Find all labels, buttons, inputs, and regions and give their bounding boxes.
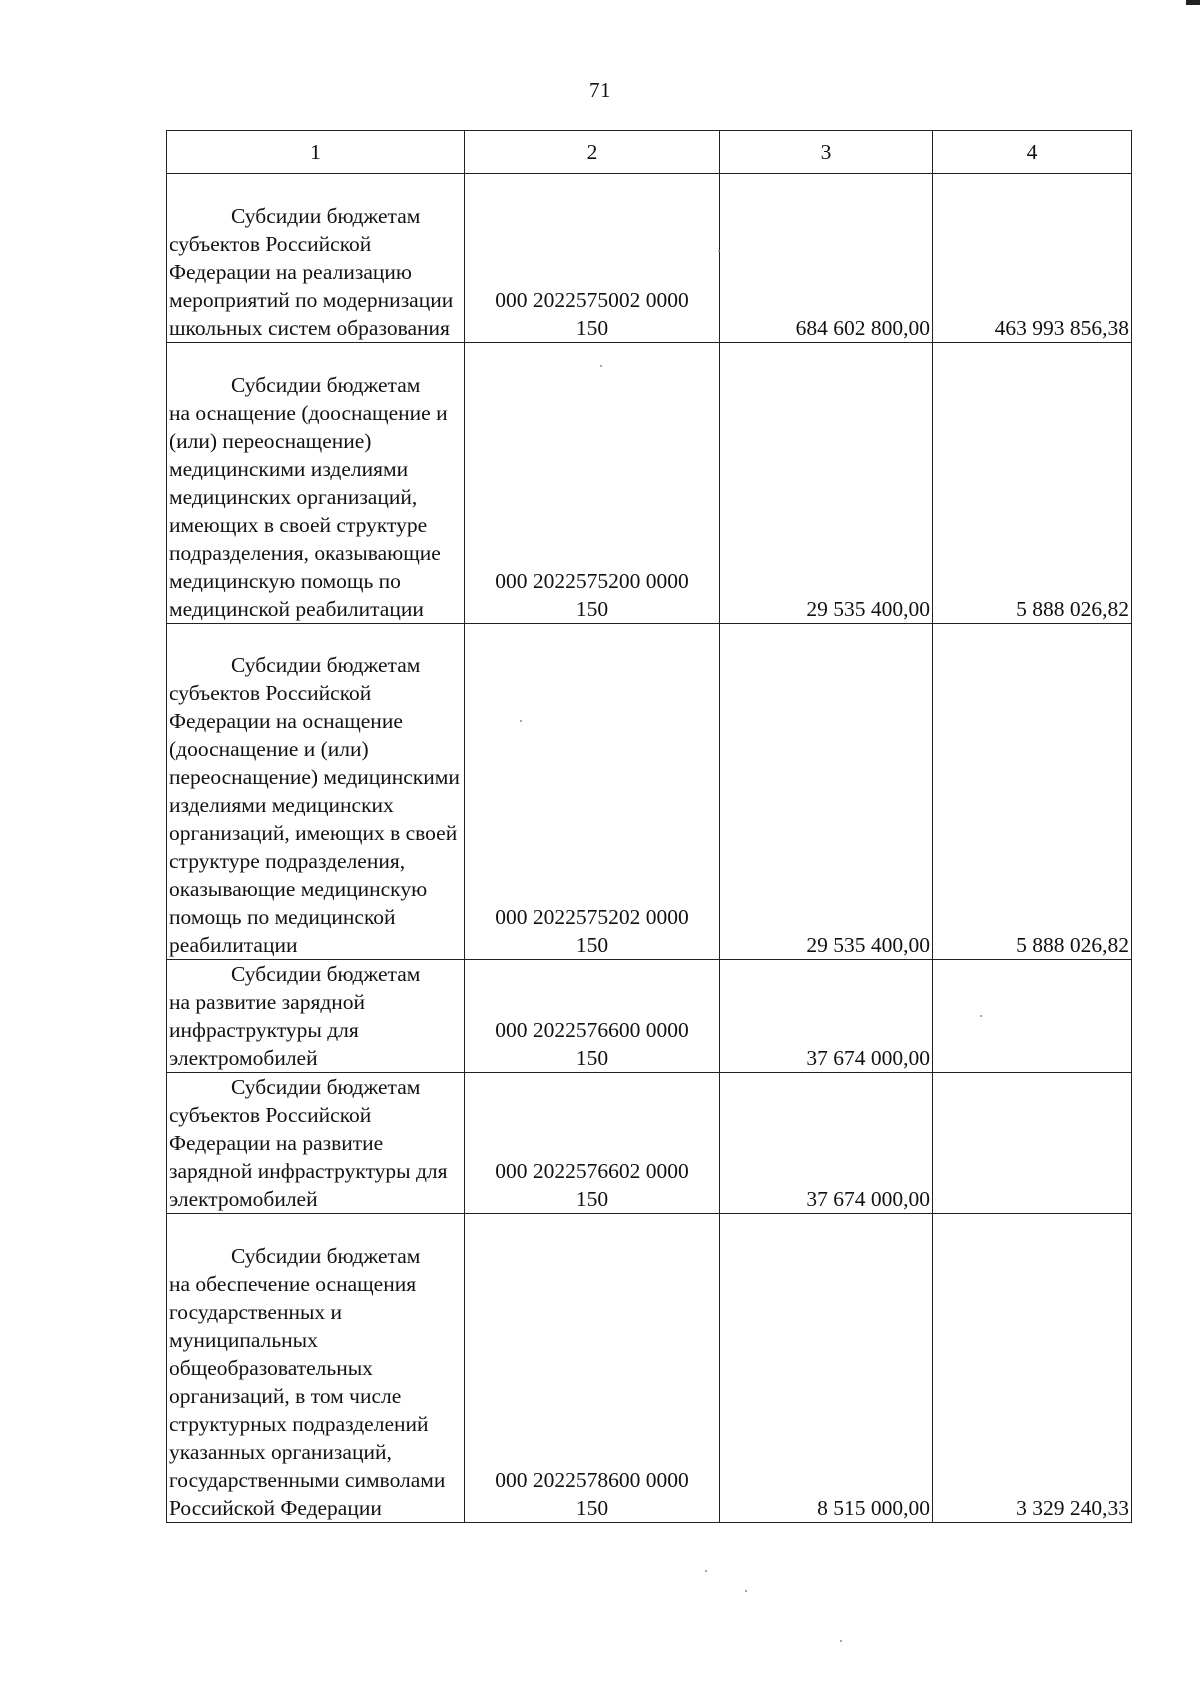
table-row xyxy=(167,343,1132,624)
subsidy-name-first-line: Субсидии бюджетам xyxy=(231,204,421,228)
subsidy-name-rest: на оснащение (дооснащение и (или) переоснащение) медицинскими изделиями медицинских организаций, имеющих в своей структуре подразделения, оказывающие медицинскую помощь по медицинской реабилитации xyxy=(169,401,448,621)
budget-code-line2: 150 xyxy=(575,1187,609,1211)
budget-code-line1: 000 2022578600 0000 xyxy=(495,1468,689,1492)
budget-code-line2: 150 xyxy=(575,933,609,957)
table-row xyxy=(167,960,1132,1073)
actual-amount-cell xyxy=(933,1073,1132,1214)
planned-amount-cell: 29 535 400,00 xyxy=(720,624,933,960)
budget-code-line2: 150 xyxy=(575,1496,609,1520)
planned-amount-cell: 8 515 000,00 xyxy=(720,1214,933,1523)
subsidy-name-first-line: Субсидии бюджетам xyxy=(231,653,421,677)
table-row xyxy=(167,1214,1132,1523)
subsidy-name-rest: на развитие зарядной инфраструктуры для электромобилей xyxy=(169,990,366,1070)
scan-corner-mark xyxy=(1186,0,1200,5)
subsidy-name-first-line: Субсидии бюджетам xyxy=(231,1244,421,1268)
actual-amount-cell: 3 329 240,33 xyxy=(933,1214,1132,1523)
budget-code-cell xyxy=(465,1214,720,1523)
subsidy-name-cell xyxy=(167,624,465,960)
column-header-3: 3 xyxy=(720,131,933,174)
column-header-1: 1 xyxy=(167,131,465,174)
scan-speck xyxy=(718,250,720,252)
subsidy-name-first-line: Субсидии бюджетам xyxy=(231,962,421,986)
budget-code-line1: 000 2022575200 0000 xyxy=(495,569,689,593)
subsidy-name-cell xyxy=(167,1073,465,1214)
subsidy-name-rest: субъектов Российской Федерации на оснащение (дооснащение и (или) переоснащение) медицинскими изделиями медицинских организаций, имеющих в своей структуре подразделения, оказывающие медицинскую помощь по медицинской реабилитации xyxy=(169,681,460,957)
subsidy-name-cell xyxy=(167,174,465,343)
table-row xyxy=(167,1073,1132,1214)
actual-amount-cell: 5 888 026,82 xyxy=(933,624,1132,960)
budget-code-line2: 150 xyxy=(575,1046,609,1070)
subsidy-name-cell xyxy=(167,960,465,1073)
actual-amount-cell: 463 993 856,38 xyxy=(933,174,1132,343)
subsidy-name-cell xyxy=(167,1214,465,1523)
table-row xyxy=(167,174,1132,343)
page-number: 71 xyxy=(589,78,611,102)
planned-amount-cell: 37 674 000,00 xyxy=(720,1073,933,1214)
subsidy-name-cell xyxy=(167,343,465,624)
column-header-4: 4 xyxy=(933,131,1132,174)
subsidy-name-first-line: Субсидии бюджетам xyxy=(231,373,421,397)
planned-amount-cell: 684 602 800,00 xyxy=(720,174,933,343)
budget-code-cell xyxy=(465,174,720,343)
budget-table xyxy=(166,130,1132,1523)
subsidy-name-rest: субъектов Российской Федерации на реализацию мероприятий по модернизации школьных систем образования xyxy=(169,232,454,340)
scan-speck xyxy=(980,1015,982,1017)
budget-code-cell xyxy=(465,1073,720,1214)
scan-speck xyxy=(520,720,522,722)
budget-code-cell xyxy=(465,624,720,960)
planned-amount-cell: 37 674 000,00 xyxy=(720,960,933,1073)
subsidy-name-rest: на обеспечение оснащения государственных и муниципальных общеобразовательных организаций, в том числе структурных подразделений указанных организаций, государственными символами Российской Федерации xyxy=(169,1272,446,1520)
actual-amount-cell xyxy=(933,960,1132,1073)
budget-code-cell xyxy=(465,343,720,624)
scan-speck xyxy=(840,1640,842,1642)
scan-speck xyxy=(745,1590,747,1592)
budget-code-line1: 000 2022576602 0000 xyxy=(495,1159,689,1183)
budget-code-line1: 000 2022575202 0000 xyxy=(495,905,689,929)
column-header-2: 2 xyxy=(465,131,720,174)
budget-code-line1: 000 2022576600 0000 xyxy=(495,1018,689,1042)
actual-amount-cell: 5 888 026,82 xyxy=(933,343,1132,624)
budget-code-line1: 000 2022575002 0000 xyxy=(495,288,689,312)
scan-speck xyxy=(705,1570,707,1572)
subsidy-name-first-line: Субсидии бюджетам xyxy=(231,1075,421,1099)
budget-code-line2: 150 xyxy=(575,597,609,621)
table-row xyxy=(167,624,1132,960)
planned-amount-cell: 29 535 400,00 xyxy=(720,343,933,624)
table-header-row xyxy=(167,131,1132,174)
scan-speck xyxy=(600,365,602,367)
budget-code-line2: 150 xyxy=(575,316,609,340)
subsidy-name-rest: субъектов Российской Федерации на развитие зарядной инфраструктуры для электромобилей xyxy=(169,1103,448,1211)
budget-code-cell xyxy=(465,960,720,1073)
